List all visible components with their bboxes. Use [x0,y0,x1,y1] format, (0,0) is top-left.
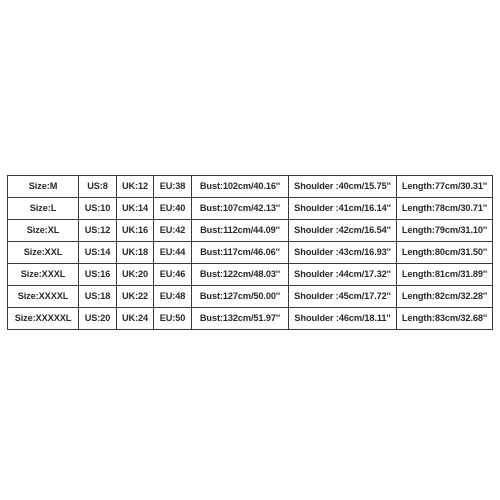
eu-size-cell: EU:40 [154,198,192,220]
eu-size-cell: EU:46 [154,264,192,286]
eu-size-cell: EU:38 [154,176,192,198]
table-row [8,242,493,264]
eu-size-cell: EU:48 [154,286,192,308]
us-size-cell: US:14 [79,242,117,264]
us-size-cell: US:18 [79,286,117,308]
uk-size-cell: UK:12 [117,176,154,198]
table-row [8,198,493,220]
table-row [8,286,493,308]
table-row [8,264,493,286]
us-size-cell: US:10 [79,198,117,220]
eu-size-cell: EU:50 [154,308,192,330]
bust-cell: Bust:132cm/51.97'' [192,308,289,330]
length-cell: Length:81cm/31.89'' [397,264,493,286]
length-cell: Length:78cm/30.71'' [397,198,493,220]
us-size-cell: US:12 [79,220,117,242]
uk-size-cell: UK:16 [117,220,154,242]
size-cell: Size:L [8,198,79,220]
uk-size-cell: UK:22 [117,286,154,308]
length-cell: Length:80cm/31.50'' [397,242,493,264]
shoulder-cell: Shoulder :45cm/17.72'' [289,286,397,308]
size-cell: Size:XXXL [8,264,79,286]
us-size-cell: US:20 [79,308,117,330]
uk-size-cell: UK:20 [117,264,154,286]
size-cell: Size:XXXXXL [8,308,79,330]
size-cell: Size:XXL [8,242,79,264]
us-size-cell: US:8 [79,176,117,198]
eu-size-cell: EU:42 [154,220,192,242]
shoulder-cell: Shoulder :42cm/16.54'' [289,220,397,242]
uk-size-cell: UK:18 [117,242,154,264]
shoulder-cell: Shoulder :41cm/16.14'' [289,198,397,220]
table-row [8,308,493,330]
size-chart-table [7,175,493,330]
shoulder-cell: Shoulder :44cm/17.32'' [289,264,397,286]
us-size-cell: US:16 [79,264,117,286]
size-cell: Size:XXXXL [8,286,79,308]
table-row [8,176,493,198]
bust-cell: Bust:122cm/48.03'' [192,264,289,286]
shoulder-cell: Shoulder :40cm/15.75'' [289,176,397,198]
bust-cell: Bust:107cm/42.13'' [192,198,289,220]
eu-size-cell: EU:44 [154,242,192,264]
size-chart-body [8,176,493,330]
length-cell: Length:83cm/32.68'' [397,308,493,330]
bust-cell: Bust:112cm/44.09'' [192,220,289,242]
uk-size-cell: UK:24 [117,308,154,330]
length-cell: Length:79cm/31.10'' [397,220,493,242]
table-row [8,220,493,242]
bust-cell: Bust:102cm/40.16'' [192,176,289,198]
bust-cell: Bust:127cm/50.00'' [192,286,289,308]
size-cell: Size:XL [8,220,79,242]
size-cell: Size:M [8,176,79,198]
bust-cell: Bust:117cm/46.06'' [192,242,289,264]
shoulder-cell: Shoulder :46cm/18.11'' [289,308,397,330]
uk-size-cell: UK:14 [117,198,154,220]
shoulder-cell: Shoulder :43cm/16.93'' [289,242,397,264]
length-cell: Length:82cm/32.28'' [397,286,493,308]
length-cell: Length:77cm/30.31'' [397,176,493,198]
